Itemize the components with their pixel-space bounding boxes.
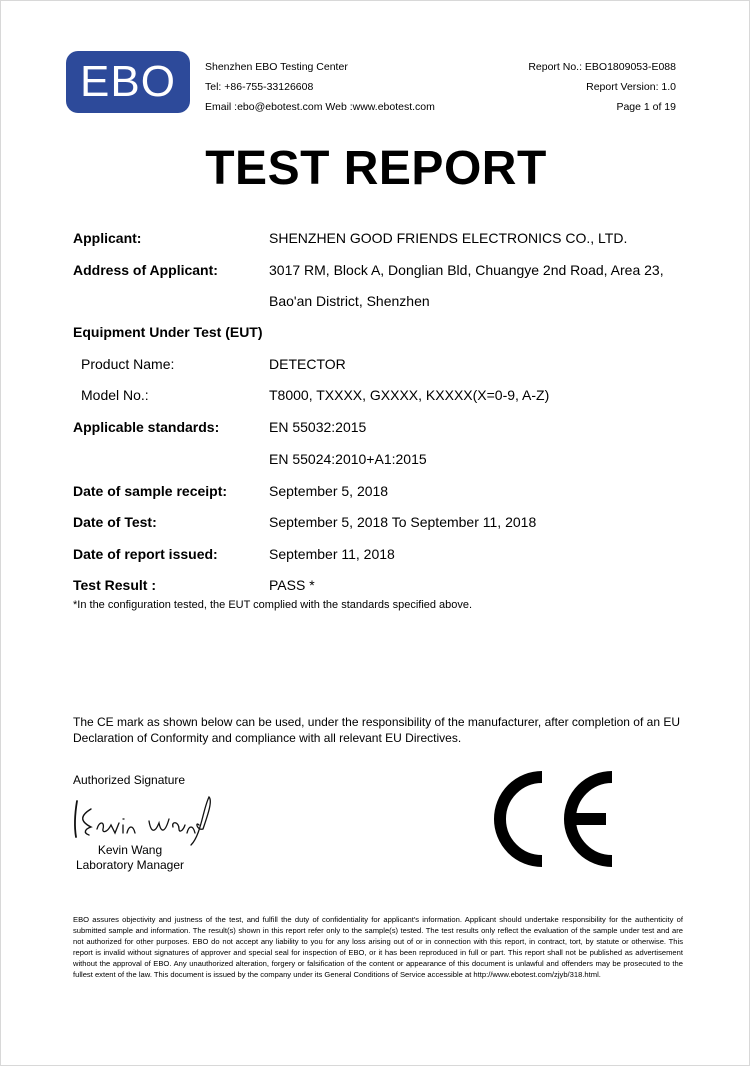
contact-block	[205, 57, 435, 117]
telephone: Tel: +86-755-33126608	[205, 81, 314, 93]
model-value: T8000, TXXXX, GXXXX, KXXXX(X=0-9, A-Z)	[269, 387, 550, 403]
test-result-value: PASS *	[269, 577, 315, 593]
applicant-value: SHENZHEN GOOD FRIENDS ELECTRONICS CO., LTD.	[269, 230, 628, 246]
sample-receipt-label: Date of sample receipt:	[73, 483, 228, 499]
test-date-label: Date of Test:	[73, 514, 157, 530]
eut-heading: Equipment Under Test (EUT)	[73, 324, 263, 340]
report-version: Report Version: 1.0	[586, 81, 676, 93]
address-line-2: Bao'an District, Shenzhen	[269, 293, 430, 309]
ebo-logo	[66, 51, 190, 113]
signer-block	[73, 843, 187, 873]
result-footnote: *In the configuration tested, the EUT complied with the standards specified above.	[73, 599, 473, 611]
email-web: Email :ebo@ebotest.com Web :www.ebotest.com	[205, 101, 435, 113]
report-issued-label: Date of report issued:	[73, 546, 218, 562]
report-issued-value: September 11, 2018	[269, 546, 395, 562]
standard-1: EN 55032:2015	[269, 419, 367, 435]
page-title: TEST REPORT	[205, 142, 547, 195]
legal-disclaimer: EBO assures objectivity and justness of the test, and fulfill the duty of confidentiality for applicant's information. Applicant should undertake responsibility for the authenticity of submitted sample and information. The result(s) shown in this report refer only to the sample(s) tested. The test results only reflect the evaluation of the sample under test and are not authorized for other purposes. EBO do not accept any liability to you for any loss arising out of or in connection with this report, in contract, tort, by statute or otherwise. This report is invalid without signatures of approver and special seal for inspection of EBO, or it has been reproduced in full or part. This report shall not be published as advertisement without the approval of EBO. Any unauthorized alteration, forgery or falsification of the content or appearance of this document is unlawful and offenders may be prosecuted to the fullest extent of the law. This document is issued by the company under its General Conditions of Service accessible at http://www.ebotest.com/zjyb/318.html.	[73, 915, 683, 979]
standards-label: Applicable standards:	[73, 419, 220, 435]
authorized-signature-heading: Authorized Signature	[73, 773, 186, 787]
standard-2: EN 55024:2010+A1:2015	[269, 451, 427, 467]
test-date-value: September 5, 2018 To September 11, 2018	[269, 514, 537, 530]
model-label: Model No.:	[81, 387, 149, 403]
page-number: Page 1 of 19	[616, 101, 676, 113]
report-meta-block	[528, 57, 676, 117]
handwritten-signature	[69, 787, 219, 847]
applicant-label: Applicant:	[73, 230, 142, 246]
address-line-1: 3017 RM, Block A, Donglian Bld, Chuangye 2nd Road, Area 23,	[269, 262, 664, 278]
ce-mark-icon	[484, 771, 619, 867]
product-name-value: DETECTOR	[269, 356, 346, 372]
sample-receipt-value: September 5, 2018	[269, 483, 389, 499]
address-label: Address of Applicant:	[73, 262, 218, 278]
signer-role: Laboratory Manager	[75, 858, 185, 872]
product-name-label: Product Name:	[81, 356, 175, 372]
logo-text: EBO	[80, 57, 176, 106]
signer-name: Kevin Wang	[97, 843, 163, 857]
report-number: Report No.: EBO1809053-E088	[528, 61, 676, 73]
ce-statement: The CE mark as shown below can be used, under the responsibility of the manufacturer, after completion of an EU Declaration of Conformity and compliance with all relevant EU Directives.	[73, 715, 680, 745]
test-result-label: Test Result :	[73, 577, 156, 593]
org-name: Shenzhen EBO Testing Center	[205, 61, 348, 73]
